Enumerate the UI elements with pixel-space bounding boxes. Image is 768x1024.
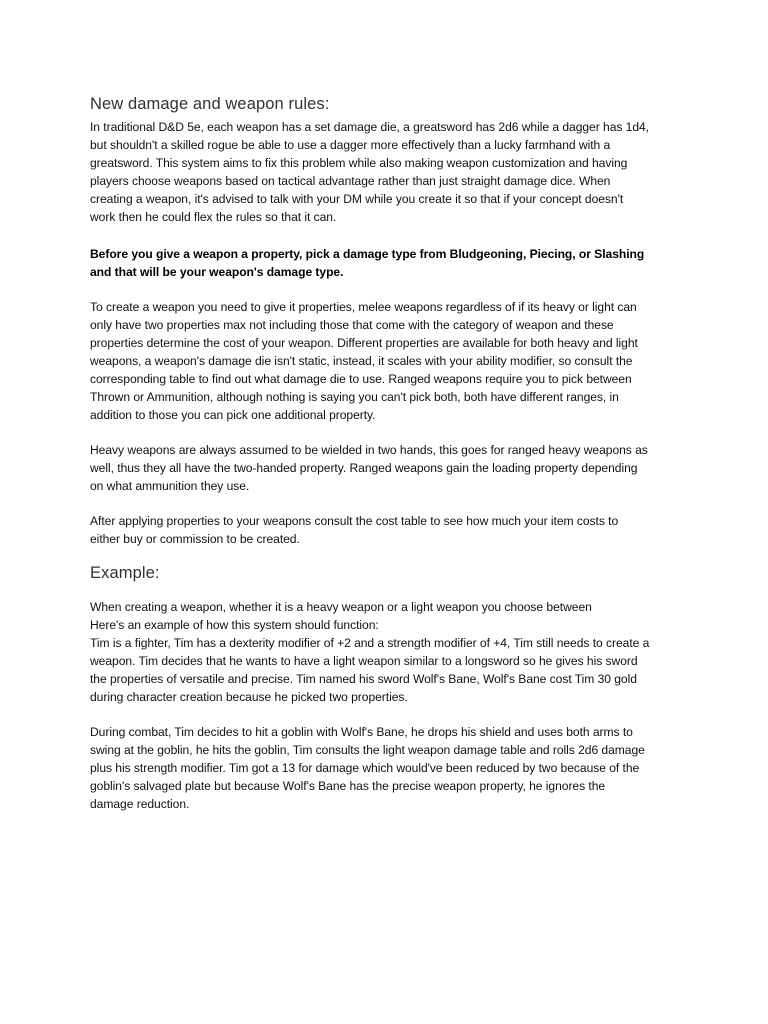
text-line: players choose weapons based on tactical advantage rather than just straight damage dice. When bbox=[90, 174, 611, 188]
text-line: weapon. Tim decides that he wants to have a light weapon similar to a longsword so he gives his sword bbox=[90, 654, 638, 668]
section-heading-example: Example: bbox=[90, 564, 160, 582]
text-line: Heavy weapons are always assumed to be wielded in two hands, this goes for ranged heavy weapons as bbox=[90, 443, 648, 457]
intro-paragraph bbox=[90, 118, 690, 226]
text-line: properties determine the cost of your weapon. Different properties are available for both heavy and light bbox=[90, 336, 638, 350]
text-line: addition to those you can pick one additional property. bbox=[90, 408, 376, 422]
text-line: goblin's salvaged plate but because Wolf's Bane has the precise weapon property, he ignores the bbox=[90, 779, 606, 793]
text-line: Before you give a weapon a property, pick a damage type from Bludgeoning, Piecing, or Slashing bbox=[90, 247, 645, 261]
text-line: When creating a weapon, whether it is a heavy weapon or a light weapon you choose between bbox=[90, 600, 592, 614]
text-line: only have two properties max not including those that come with the category of weapon and these bbox=[90, 318, 614, 332]
text-line: the properties of versatile and precise. Tim named his sword Wolf's Bane, Wolf's Bane cost Tim 30 gold bbox=[90, 672, 637, 686]
text-line: Tim is a fighter, Tim has a dexterity modifier of +2 and a strength modifier of +4, Tim still needs to create a bbox=[90, 636, 650, 650]
text-line: In traditional D&D 5e, each weapon has a set damage die, a greatsword has 2d6 while a dagger has 1d4, bbox=[90, 120, 650, 134]
text-line: weapons, a weapon's damage die isn't static, instead, it scales with your ability modifier, so consult the bbox=[90, 354, 633, 368]
text-line: during character creation because he picked two properties. bbox=[90, 690, 408, 704]
heavy-weapons-paragraph bbox=[90, 441, 690, 495]
document-body bbox=[90, 93, 690, 813]
text-line: damage reduction. bbox=[90, 797, 190, 811]
text-line: Here's an example of how this system should function: bbox=[90, 618, 379, 632]
text-line: but shouldn't a skilled rogue be able to use a dagger more effectively than a lucky farmhand with a bbox=[90, 138, 611, 152]
text-line: Thrown or Ammunition, although nothing is saying you can't pick both, both have different ranges, in bbox=[90, 390, 619, 404]
text-line: corresponding table to find out what damage die to use. Ranged weapons require you to pick between bbox=[90, 372, 632, 386]
text-line: creating a weapon, it's advised to talk with your DM while you create it so that if your concept doesn't bbox=[90, 192, 624, 206]
text-line: work then he could flex the rules so that it can. bbox=[90, 210, 337, 224]
section-heading-rules: New damage and weapon rules: bbox=[90, 95, 330, 113]
text-line: either buy or commission to be created. bbox=[90, 532, 300, 546]
text-line: greatsword. This system aims to fix this problem while also making weapon customization and having bbox=[90, 156, 628, 170]
example-paragraph bbox=[90, 598, 690, 706]
text-line: well, thus they all have the two-handed property. Ranged weapons gain the loading property depending bbox=[90, 461, 638, 475]
text-line: plus his strength modifier. Tim got a 13 for damage which would've been reduced by two because of the bbox=[90, 761, 640, 775]
text-line: To create a weapon you need to give it properties, melee weapons regardless of if its heavy or light can bbox=[90, 300, 637, 314]
damage-type-note bbox=[90, 245, 690, 281]
text-line: During combat, Tim decides to hit a goblin with Wolf's Bane, he drops his shield and uses both arms to bbox=[90, 725, 633, 739]
text-line: and that will be your weapon's damage type. bbox=[90, 265, 344, 279]
create-weapon-paragraph bbox=[90, 298, 690, 424]
combat-paragraph bbox=[90, 723, 690, 813]
text-line: on what ammunition they use. bbox=[90, 479, 250, 493]
cost-table-paragraph bbox=[90, 512, 690, 548]
text-line: swing at the goblin, he hits the goblin, Tim consults the light weapon damage table and rolls 2d6 damage bbox=[90, 743, 645, 757]
text-line: After applying properties to your weapons consult the cost table to see how much your item costs to bbox=[90, 514, 619, 528]
